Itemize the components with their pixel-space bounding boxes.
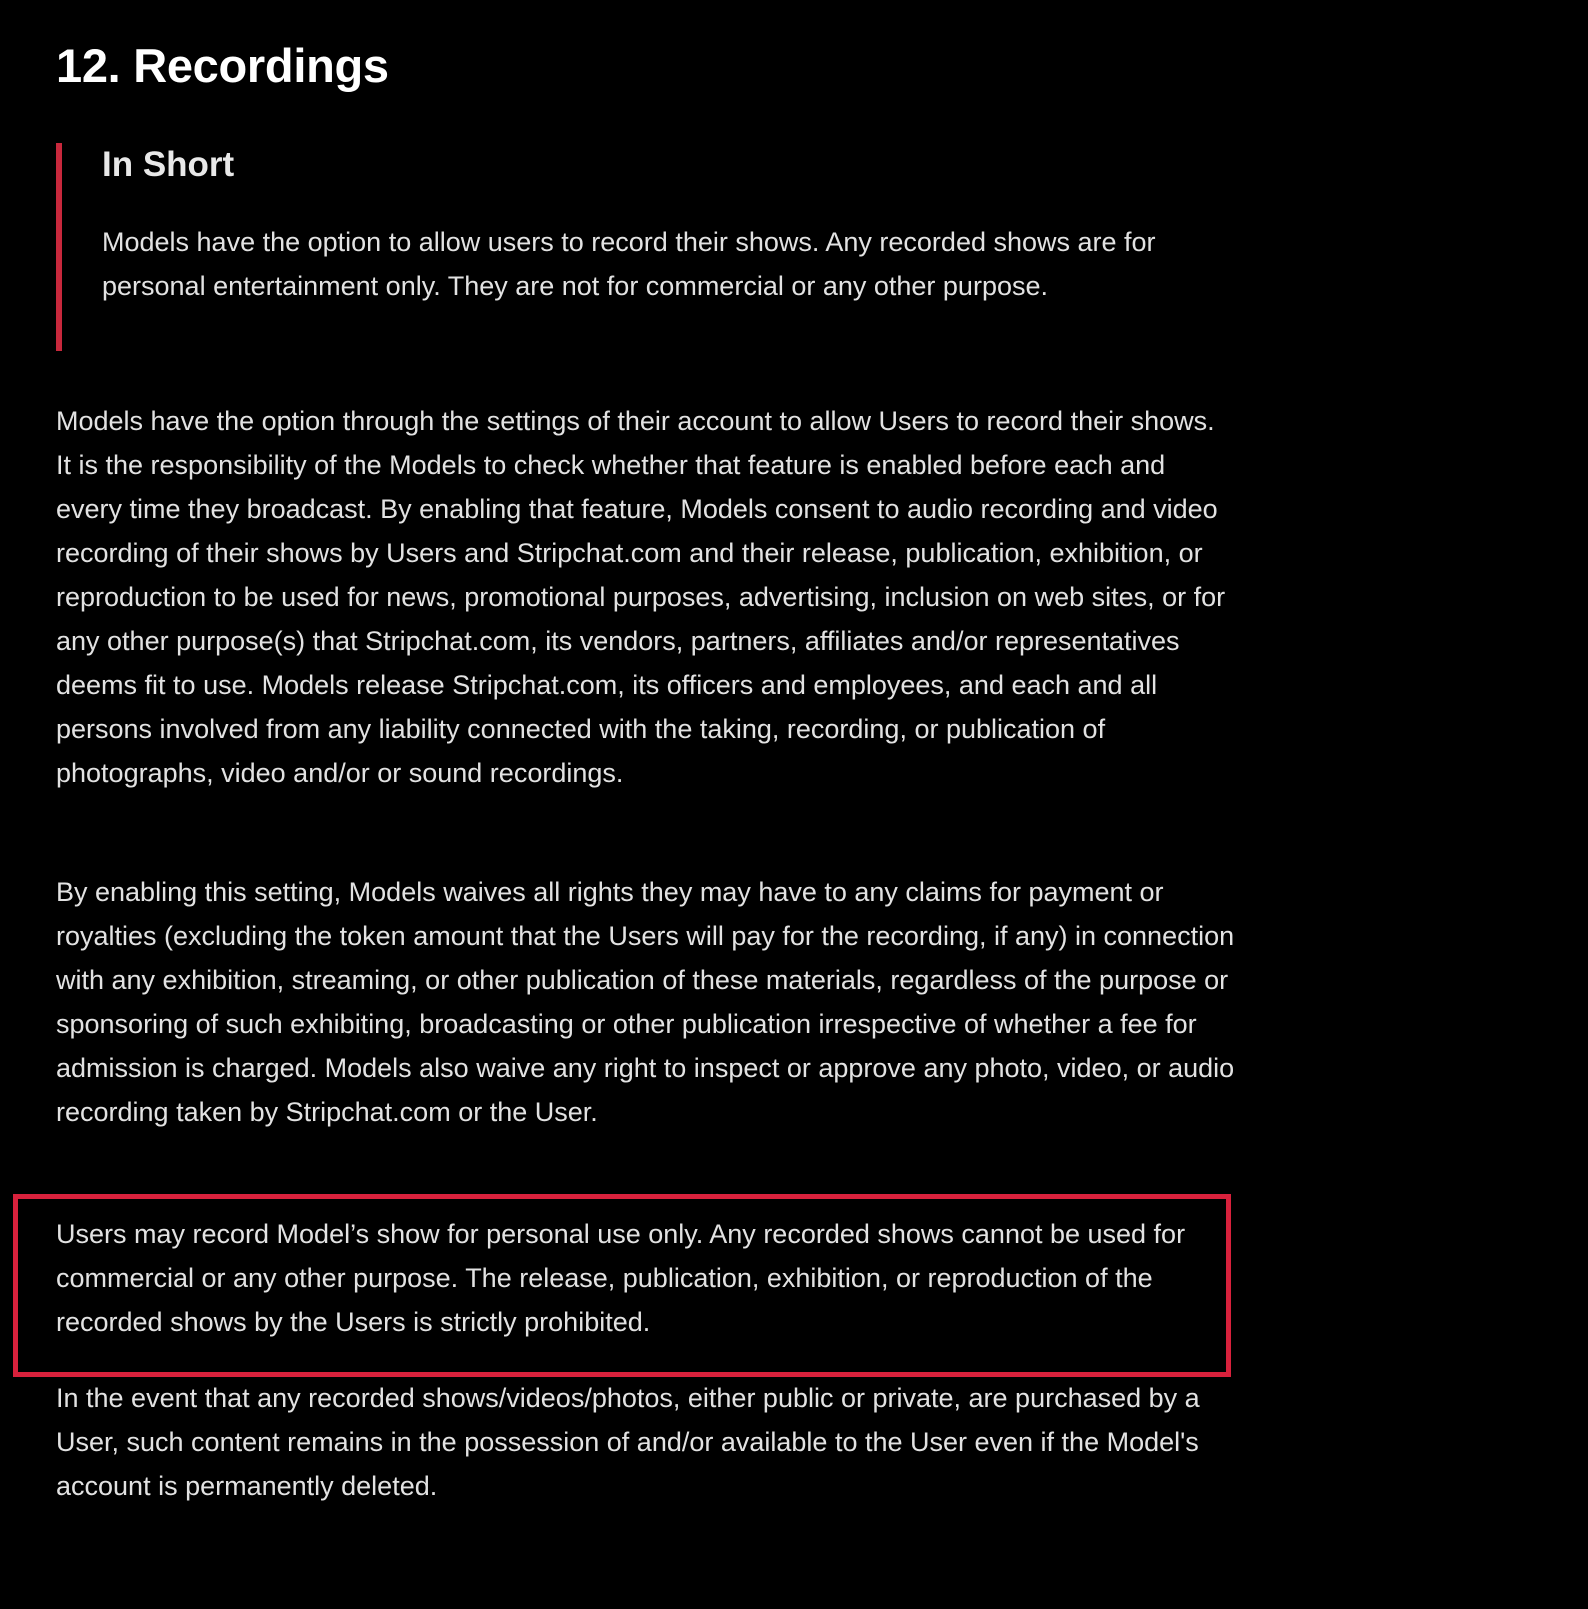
in-short-heading: In Short xyxy=(102,145,235,184)
in-short-callout xyxy=(56,143,1236,351)
in-short-body: Models have the option to allow users to record their shows. Any recorded shows are for personal entertainment only. They are not for commercial or any other purpose. xyxy=(102,227,1156,301)
paragraph-rights-waiver: By enabling this setting, Models waives all rights they may have to any claims for payment or royalties (excluding the token amount that the Users will pay for the recording, if any) in connection with any exhibition, streaming, or other publication of these materials, regardless of the purpose or sponsoring of such exhibiting, broadcasting or other publication irrespective of whether a fee for admission is charged. Models also waive any right to inspect or approve any photo, video, or audio recording taken by Stripchat.com or the User. xyxy=(56,877,1235,1127)
paragraph-purchased-content: In the event that any recorded shows/videos/photos, either public or private, are purchased by a User, such content remains in the possession of and/or available to the User even if the Model's account is permanently deleted. xyxy=(56,1383,1200,1501)
paragraph-recording-consent: Models have the option through the settings of their account to allow Users to record their shows. It is the responsibility of the Models to check whether that feature is enabled before each and every time they broadcast. By enabling that feature, Models consent to audio recording and video recording of their shows by Users and Stripchat.com and their release, publication, exhibition, or reproduction to be used for news, promotional purposes, advertising, inclusion on web sites, or for any other purpose(s) that Stripchat.com, its vendors, partners, affiliates and/or representatives deems fit to use. Models release Stripchat.com, its officers and employees, and each and all persons involved from any liability connected with the taking, recording, or publication of photographs, video and/or or sound recordings. xyxy=(56,406,1226,788)
section-title: 12. Recordings xyxy=(56,39,389,92)
paragraph-personal-use-only: Users may record Model’s show for personal use only. Any recorded shows cannot be used for commercial or any other purpose. The release, publication, exhibition, or reproduction of the recorded shows by the Users is strictly prohibited. xyxy=(56,1219,1186,1337)
